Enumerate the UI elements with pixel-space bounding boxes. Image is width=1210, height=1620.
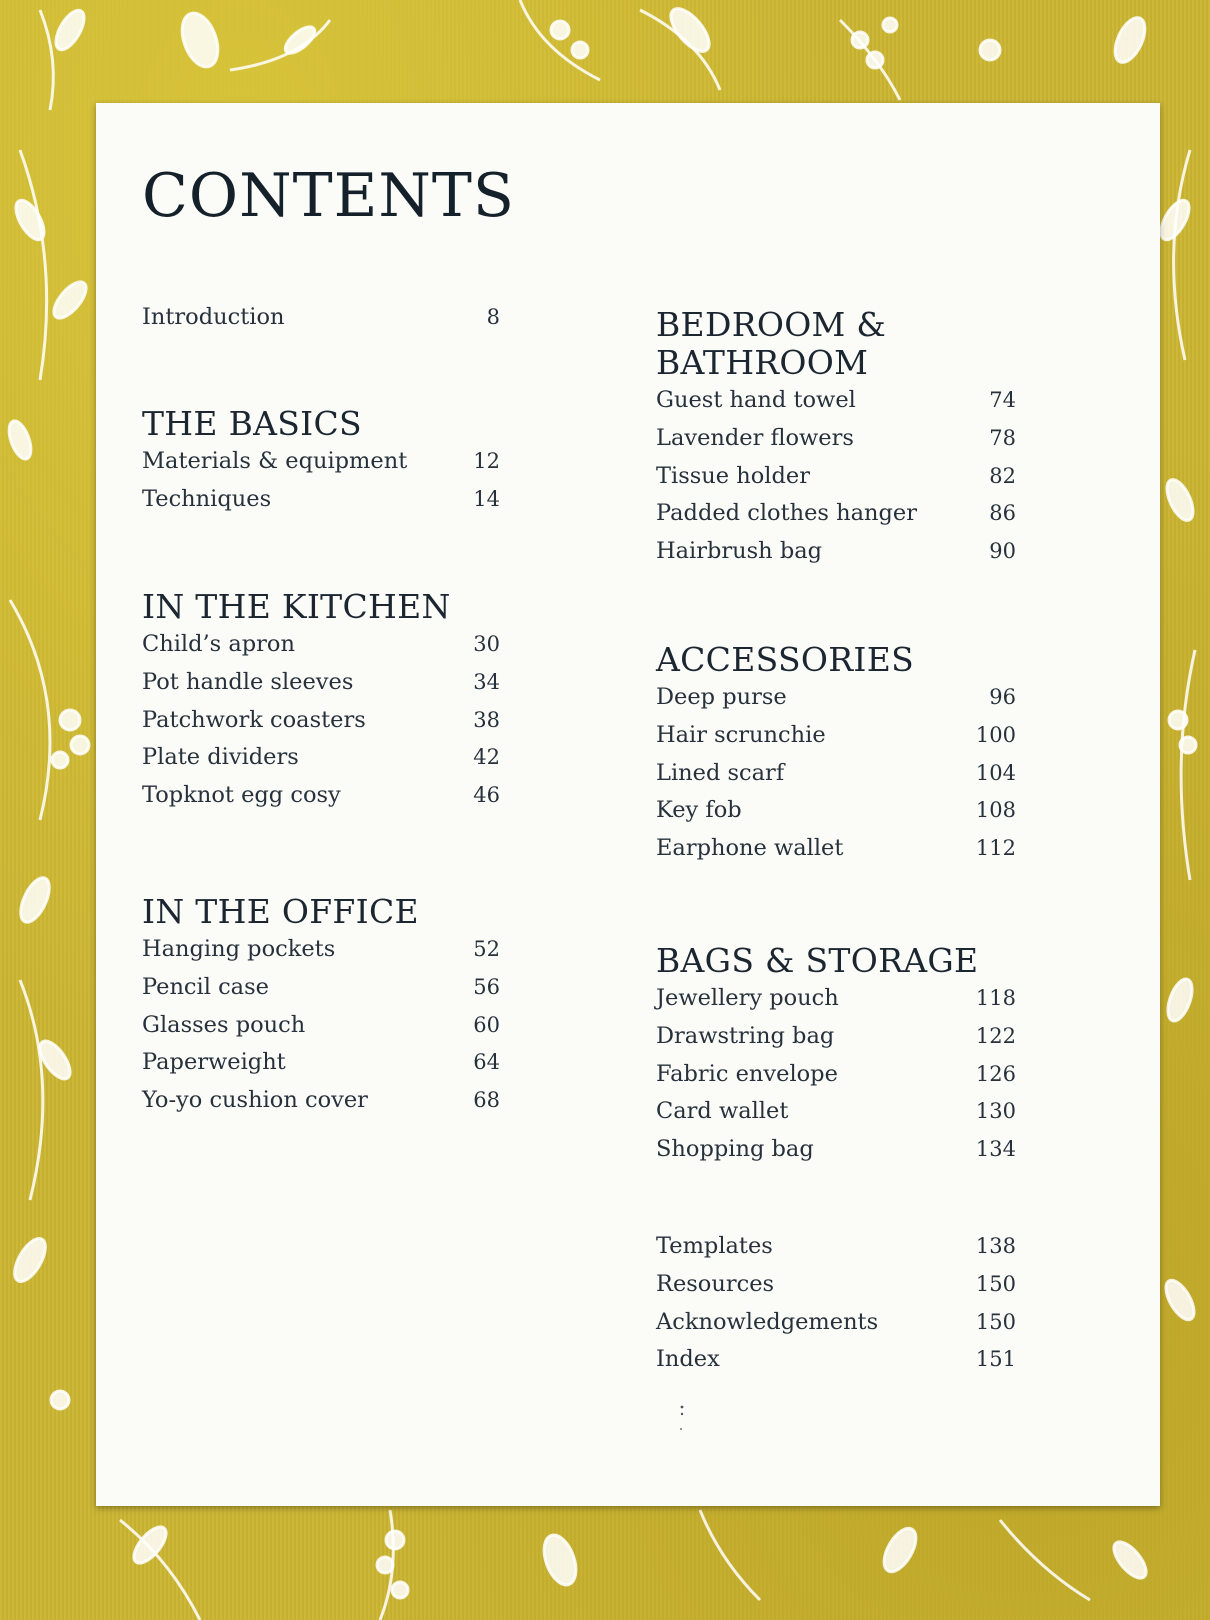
entry-page: 150 <box>975 1271 1016 1296</box>
toc-entry[interactable] <box>656 1341 1016 1379</box>
entry-label: Pot handle sleeves <box>142 668 354 695</box>
entry-label: Deep purse <box>656 684 787 710</box>
entry-page: 68 <box>473 1088 500 1113</box>
entry-page: 90 <box>989 539 1016 564</box>
toc-entry[interactable] <box>656 717 1016 755</box>
back-matter <box>656 1228 1016 1379</box>
entry-label: Drawstring bag <box>656 1022 835 1049</box>
section-in-the-kitchen <box>142 588 500 815</box>
contents-page <box>96 103 1160 1506</box>
toc-entry[interactable] <box>142 931 500 969</box>
entry-page: 52 <box>473 937 500 961</box>
entry-label: Padded clothes hanger <box>656 500 917 527</box>
section-heading-line: BATHROOM <box>656 343 869 382</box>
ink-speck-icon <box>679 1403 685 1433</box>
toc-entry[interactable] <box>656 679 1016 717</box>
entry-page: 38 <box>473 707 500 732</box>
entry-label: Hairbrush bag <box>656 538 823 565</box>
toc-entry[interactable] <box>656 830 1016 868</box>
entry-page: 86 <box>989 501 1016 526</box>
entry-label: Fabric envelope <box>656 1060 838 1087</box>
toc-entry[interactable] <box>142 1082 500 1120</box>
entry-label: Plate dividers <box>142 744 299 771</box>
entry-page: 122 <box>975 1023 1016 1048</box>
entry-label: Introduction <box>142 304 285 330</box>
toc-entry[interactable] <box>656 1266 1016 1304</box>
entry-label: Techniques <box>142 485 272 512</box>
toc-entry[interactable] <box>142 702 500 740</box>
toc-entry[interactable] <box>656 382 1016 420</box>
toc-entry[interactable] <box>142 739 500 777</box>
entry-page: 12 <box>473 449 500 473</box>
entry-label: Yo-yo cushion cover <box>142 1087 368 1114</box>
toc-entry[interactable] <box>656 1228 1016 1266</box>
entry-page: 74 <box>989 388 1016 412</box>
toc-entry[interactable] <box>142 664 500 702</box>
entry-page: 8 <box>486 305 500 329</box>
entry-page: 82 <box>989 463 1016 488</box>
toc-entry[interactable] <box>142 481 500 519</box>
toc-entry[interactable] <box>656 533 1016 571</box>
section-heading: BAGS & STORAGE <box>656 941 979 980</box>
intro-entry-block <box>142 299 500 337</box>
entry-page: 96 <box>989 685 1016 709</box>
toc-entry[interactable] <box>142 1007 500 1045</box>
entry-page: 14 <box>473 486 500 511</box>
toc-entry[interactable] <box>142 1044 500 1082</box>
entry-page: 150 <box>975 1309 1016 1334</box>
entry-page: 112 <box>975 836 1016 861</box>
section-heading: ACCESSORIES <box>656 640 914 679</box>
entry-page: 46 <box>473 783 500 808</box>
section-the-basics <box>142 405 500 519</box>
toc-entry[interactable] <box>142 443 500 481</box>
entry-label: Shopping bag <box>656 1136 814 1163</box>
toc-entry[interactable] <box>656 1131 1016 1169</box>
entry-label: Acknowledgements <box>656 1308 879 1335</box>
entry-page: 138 <box>975 1234 1016 1258</box>
entry-label: Topknot egg cosy <box>142 782 341 809</box>
section-heading: IN THE KITCHEN <box>142 587 451 626</box>
entry-label: Resources <box>656 1270 775 1297</box>
toc-entry[interactable] <box>656 1018 1016 1056</box>
entry-page: 56 <box>473 974 500 999</box>
entry-label: Lavender flowers <box>656 424 854 451</box>
page-title: CONTENTS <box>142 161 516 231</box>
toc-entry[interactable] <box>656 792 1016 830</box>
section-accessories <box>656 641 1016 868</box>
entry-label: Glasses pouch <box>142 1011 306 1038</box>
entry-page: 100 <box>975 722 1016 747</box>
toc-entry[interactable] <box>656 980 1016 1018</box>
toc-entry[interactable] <box>656 1056 1016 1094</box>
toc-entry[interactable] <box>656 1304 1016 1342</box>
entry-label: Paperweight <box>142 1049 286 1076</box>
entry-label: Hair scrunchie <box>656 721 826 748</box>
section-bedroom-bathroom <box>656 306 1016 571</box>
entry-page: 34 <box>473 669 500 694</box>
entry-page: 118 <box>975 986 1016 1010</box>
toc-entry[interactable] <box>656 458 1016 496</box>
entry-label: Index <box>656 1346 720 1373</box>
entry-label: Key fob <box>656 797 742 824</box>
entry-label: Jewellery pouch <box>656 985 839 1011</box>
entry-label: Lined scarf <box>656 759 785 786</box>
entry-page: 134 <box>975 1137 1016 1162</box>
entry-label: Earphone wallet <box>656 835 844 862</box>
entry-page: 60 <box>473 1012 500 1037</box>
section-heading-line: BEDROOM & <box>656 305 887 344</box>
entry-label: Child’s apron <box>142 631 295 657</box>
section-heading: THE BASICS <box>142 404 362 443</box>
toc-entry[interactable] <box>656 755 1016 793</box>
section-in-the-office <box>142 893 500 1120</box>
entry-label: Materials & equipment <box>142 448 408 474</box>
toc-entry-introduction[interactable] <box>142 299 500 337</box>
entry-label: Card wallet <box>656 1098 789 1125</box>
entry-label: Patchwork coasters <box>142 706 366 733</box>
section-heading <box>656 306 1016 382</box>
toc-entry[interactable] <box>656 420 1016 458</box>
entry-page: 30 <box>473 632 500 656</box>
entry-label: Tissue holder <box>656 462 810 489</box>
toc-entry[interactable] <box>142 626 500 664</box>
toc-entry[interactable] <box>656 1093 1016 1131</box>
entry-page: 108 <box>975 798 1016 823</box>
entry-label: Hanging pockets <box>142 936 336 962</box>
entry-page: 126 <box>975 1061 1016 1086</box>
entry-page: 78 <box>989 425 1016 450</box>
section-bags-storage <box>656 942 1016 1169</box>
toc-entry[interactable] <box>142 969 500 1007</box>
entry-label: Pencil case <box>142 973 269 1000</box>
entry-page: 130 <box>975 1099 1016 1124</box>
section-heading: IN THE OFFICE <box>142 892 419 931</box>
entry-page: 42 <box>473 745 500 770</box>
entry-page: 104 <box>975 760 1016 785</box>
entry-label: Guest hand towel <box>656 387 856 413</box>
toc-entry[interactable] <box>656 495 1016 533</box>
entry-page: 64 <box>473 1050 500 1075</box>
entry-label: Templates <box>656 1233 773 1259</box>
entry-page: 151 <box>975 1347 1016 1372</box>
toc-entry[interactable] <box>142 777 500 815</box>
